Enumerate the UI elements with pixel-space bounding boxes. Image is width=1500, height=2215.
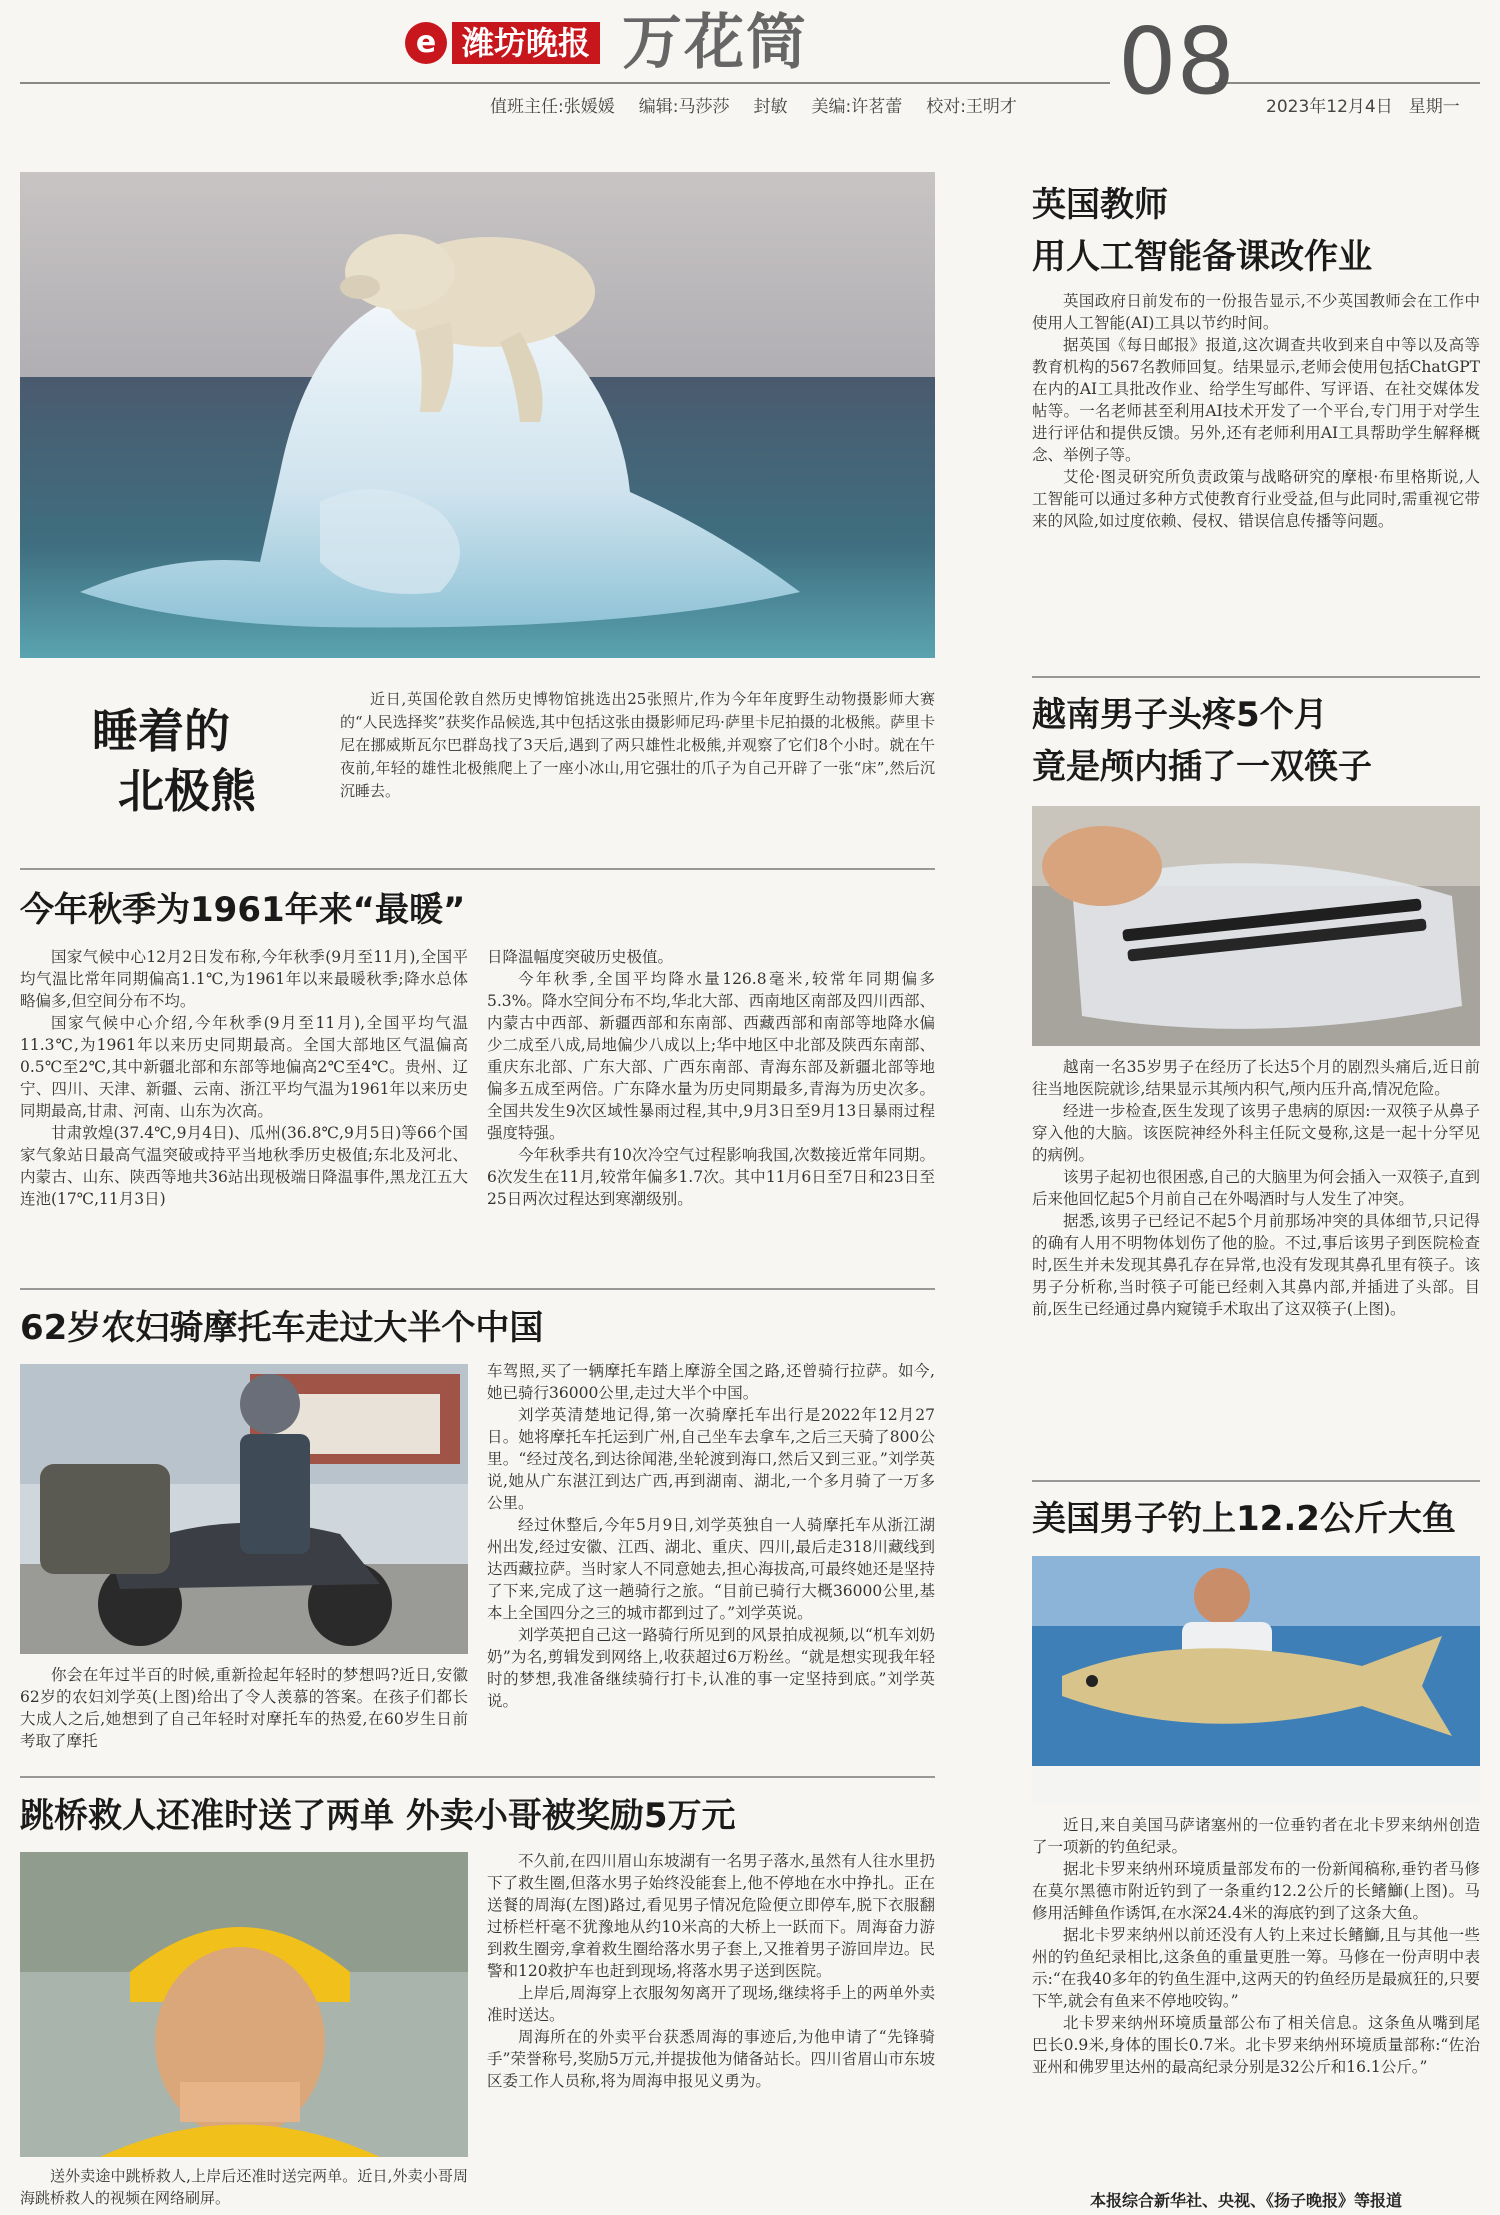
- rescue-caption: [20, 2165, 468, 2209]
- autumn-para: 日降温幅度突破历史极值。: [487, 948, 674, 966]
- header-rule-right: [1215, 82, 1480, 84]
- vietnam-para: 据悉,该男子已经记不起5个月前那场冲突的具体细节,只记得的确有人用不明物体划伤了他的脸。不过,事后该男子到医院检查时,医生并未发现其鼻孔存在异常,也没有发现其鼻孔里有筷子。该男子分析称,当时筷子可能已经刺入其鼻内部,并插进了头部。目前,医生已经通过鼻内窥镜手术取出了这双筷子(上图)。: [1032, 1212, 1480, 1318]
- section-divider: [20, 1776, 935, 1778]
- section-title: 万花筒: [622, 8, 808, 78]
- moto-para: 刘学英把自己这一路骑行所见到的风景拍成视频,以“机车刘奶奶”为名,剪辑发到网络上,收获超过6万粉丝。“就是想实现我年轻时的梦想,我准备继续骑行打卡,认准的事一定坚持到底。”刘学英说。: [487, 1626, 935, 1710]
- vietnam-title-line1: 越南男子头疼5个月: [1032, 695, 1328, 735]
- fish-para: 据北卡罗来纳州环境质量部发布的一份新闻稿称,垂钓者马修在莫尔黑德市附近钓到了一条重约12.2公斤的长鳍鰤(上图)。马修用活鲱鱼作诱饵,在水深24.4米的海底钓到了这条大鱼。: [1032, 1860, 1480, 1922]
- fish-title: 美国男子钓上12.2公斤大鱼: [1032, 1499, 1456, 1539]
- staff-proofreader: 校对:王明才: [926, 97, 1017, 117]
- moto-para: 刘学英清楚地记得,第一次骑摩托车出行是2022年12月27日。她将摩托车托运到广州,自己坐车去拿车,之后三天骑了800公里。“经过茂名,到达徐闻港,坐轮渡到海口,然后又到三亚。”刘学英说,她从广东湛江到达广西,再到湖南、湖北,一个多月骑了一万多公里。: [487, 1406, 935, 1512]
- page-number: 08: [1118, 8, 1236, 115]
- newspaper-logo-icon: e: [405, 22, 447, 64]
- moto-intro-text: 你会在年过半百的时候,重新捡起年轻时的梦想吗?近日,安徽62岁的农妇刘学英(上图)给出了令人羡慕的答案。在孩子们都长大成人之后,她想到了自己年轻时对摩托车的热爱,在60岁生日前考取了摩托: [20, 1666, 468, 1750]
- staff-editor-2: 封敏: [753, 97, 788, 117]
- autumn-para: 国家气候中心12月2日发布称,今年秋季(9月至11月),全国平均气温比常年同期偏高1.1℃,为1961年以来最暖秋季;降水总体略偏多,但空间分布不均。: [20, 948, 468, 1010]
- weekday-text: 星期一: [1408, 97, 1460, 117]
- teacher-para: 英国政府日前发布的一份报告显示,不少英国教师会在工作中使用人工智能(AI)工具以节约时间。: [1032, 292, 1480, 332]
- moto-intro: [20, 1664, 468, 1752]
- autumn-col2: [487, 946, 935, 1210]
- section-divider: [1032, 676, 1480, 678]
- chopsticks-photo: [1032, 806, 1480, 1046]
- rescue-para: 周海所在的外卖平台获悉周海的事迹后,为他申请了“先锋骑手”荣誉称号,奖励5万元,并提拔他为储备站长。四川省眉山市东坡区委工作人员称,将为周海申报见义勇为。: [487, 2028, 935, 2090]
- moto-para: 经过休整后,今年5月9日,刘学英独自一人骑摩托车从浙江湖州出发,经过安徽、江西、湖北、重庆、四川,最后走318川藏线到达西藏拉萨。当时家人不同意她去,担心海拔高,可最终她还是坚持了下来,完成了这一趟骑行之旅。“目前已骑行大概36000公里,基本上全国四分之三的城市都到过了。”刘学英说。: [487, 1516, 935, 1622]
- bear-caption-text: 近日,英国伦敦自然历史博物馆挑选出25张照片,作为今年年度野生动物摄影师大赛的“人民选择奖”获奖作品候选,其中包括这张由摄影师尼玛·萨里卡尼拍摄的北极熊。萨里卡尼在挪威斯瓦尔巴群岛找了3天后,遇到了两只雄性北极熊,并观察了它们8个小时。就在午夜前,年轻的雄性北极熊爬上了一座小冰山,用它强壮的爪子为自己开辟了一张“床”,然后沉沉睡去。: [340, 690, 935, 800]
- vietnam-para: 越南一名35岁男子在经历了长达5个月的剧烈头痛后,近日前往当地医院就诊,结果显示其颅内积气,颅内压升高,情况危险。: [1032, 1058, 1480, 1098]
- teacher-title-line1: 英国教师: [1032, 185, 1168, 225]
- bear-title-line1: 睡着的: [92, 704, 230, 758]
- vietnam-body: [1032, 1056, 1480, 1320]
- autumn-col1: [20, 946, 468, 1210]
- autumn-title: 今年秋季为1961年来“最暖”: [20, 890, 466, 930]
- fish-para: 据北卡罗来纳州以前还没有人钓上来过长鳍鰤,且与其他一些州的钓鱼纪录相比,这条鱼的重量更胜一筹。马修在一份声明中表示:“在我40多年的钓鱼生涯中,这两天的钓鱼经历是最疯狂的,只要下竿,就会有鱼来不停地咬钩。”: [1032, 1926, 1480, 2010]
- fish-para: 近日,来自美国马萨诸塞州的一位垂钓者在北卡罗来纳州创造了一项新的钓鱼纪录。: [1032, 1816, 1480, 1856]
- newspaper-name: 潍坊晚报: [452, 22, 600, 64]
- vietnam-para: 经进一步检查,医生发现了该男子患病的原因:一双筷子从鼻子穿入他的大脑。该医院神经外科主任阮文曼称,这是一起十分罕见的病例。: [1032, 1102, 1480, 1164]
- source-credit: 本报综合新华社、央视、《扬子晚报》等报道: [1090, 2191, 1403, 2210]
- motorcycle-photo: [20, 1364, 468, 1654]
- rescue-para: 上岸后,周海穿上衣服匆匆离开了现场,继续将手上的两单外卖准时送达。: [487, 1984, 935, 2024]
- rescue-title: 跳桥救人还准时送了两单 外卖小哥被奖励5万元: [20, 1796, 736, 1836]
- rescue-col: [487, 1850, 935, 2092]
- teacher-title-line2: 用人工智能备课改作业: [1032, 237, 1372, 277]
- teacher-para: 艾伦·图灵研究所负责政策与战略研究的摩根·布里格斯说,人工智能可以通过多种方式使教育行业受益,但与此同时,需重视它带来的风险,如过度依赖、侵权、错误信息传播等问题。: [1032, 468, 1480, 530]
- teacher-body: [1032, 290, 1480, 532]
- delivery-rider-photo: [20, 1852, 468, 2157]
- fish-body: [1032, 1814, 1480, 2078]
- vietnam-title-line2: 竟是颅内插了一双筷子: [1032, 747, 1372, 787]
- header-rule: [20, 82, 1110, 84]
- section-divider: [20, 1288, 935, 1290]
- rescue-para: 不久前,在四川眉山东坡湖有一名男子落水,虽然有人往水里扔下了救生圈,但落水男子始终没能套上,他不停地在水中挣扎。正在送餐的周海(左图)路过,看见男子情况危险便立即停车,脱下衣服翻过桥栏杆毫不犹豫地从约10米高的大桥上一跃而下。周海奋力游到救生圈旁,拿着救生圈给落水男子套上,又推着男子游回岸边。民警和120救护车也赶到现场,将落水男子送到医院。: [487, 1852, 935, 1980]
- section-divider: [20, 868, 935, 870]
- date-text: 2023年12月4日: [1266, 97, 1393, 117]
- polar-bear-photo: [20, 172, 935, 658]
- staff-art-editor: 美编:许茗蕾: [811, 97, 903, 117]
- staff-duty-editor: 值班主任:张媛媛: [490, 97, 615, 117]
- vietnam-para: 该男子起初也很困惑,自己的大脑里为何会插入一双筷子,直到后来他回忆起5个月前自己在外喝酒时与人发生了冲突。: [1032, 1168, 1480, 1208]
- moto-title: 62岁农妇骑摩托车走过大半个中国: [20, 1308, 544, 1348]
- teacher-para: 据英国《每日邮报》报道,这次调查共收到来自中等以及高等教育机构的567名教师回复。结果显示,老师会使用包括ChatGPT在内的AI工具批改作业、给学生写邮件、写评语、在社交媒体发帖等。一名老师甚至利用AI技术开发了一个平台,专门用于对学生进行评估和提供反馈。另外,还有老师利用AI工具帮助学生解释概念、举例子等。: [1032, 336, 1480, 464]
- issue-date: [1266, 92, 1476, 117]
- staff-editor: 编辑:马莎莎: [638, 97, 730, 117]
- moto-para: 车驾照,买了一辆摩托车踏上摩游全国之路,还曾骑行拉萨。如今,她已骑行36000公里,走过大半个中国。: [487, 1362, 935, 1402]
- fish-para: 北卡罗来纳州环境质量部公布了相关信息。这条鱼从嘴到尾巴长0.9米,身体的围长0.7米。北卡罗来纳州环境质量部称:“佐治亚州和佛罗里达州的最高纪录分别是32公斤和16.1公斤。”: [1032, 2014, 1480, 2076]
- bear-title-line2: 北极熊: [118, 764, 256, 818]
- section-divider: [1032, 1480, 1480, 1482]
- bear-caption: [340, 688, 935, 803]
- fish-photo: [1032, 1556, 1480, 1804]
- moto-col: [487, 1360, 935, 1712]
- rescue-caption-text: 送外卖途中跳桥救人,上岸后还准时送完两单。近日,外卖小哥周海跳桥救人的视频在网络刷屏。: [20, 2167, 468, 2207]
- autumn-para: 今年秋季,全国平均降水量126.8毫米,较常年同期偏多5.3%。降水空间分布不均,华北大部、西南地区南部及四川西部、内蒙古中西部、新疆西部和东南部、西藏西部和南部等地降水偏少二成至八成,局地偏少八成以上;华中地区中北部及陕西东南部、重庆东北部、广东大部、广西东南部、青海东部及新疆北部等地偏多五成至两倍。广东降水量为历史同期最多,青海为历史次多。全国共发生9次区域性暴雨过程,其中,9月3日至9月13日暴雨过程强度特强。: [487, 970, 935, 1142]
- autumn-para: 甘肃敦煌(37.4℃,9月4日)、瓜州(36.8℃,9月5日)等66个国家气象站日最高气温突破或持平当地秋季历史极值;东北及河北、内蒙古、山东、陕西等地共36站出现极端日降温事件,黑龙江五大连池(17℃,11月3日): [20, 1124, 468, 1208]
- staff-credits: [490, 92, 1041, 117]
- autumn-para: 国家气候中心介绍,今年秋季(9月至11月),全国平均气温11.3℃,为1961年以来历史同期最高。全国大部地区气温偏高0.5℃至2℃,其中新疆北部和东部等地偏高2℃至4℃。贵州、辽宁、四川、天津、新疆、云南、浙江平均气温为1961年以来历史同期最高,甘肃、河南、山东为次高。: [20, 1014, 468, 1120]
- autumn-para: 今年秋季共有10次冷空气过程影响我国,次数接近常年同期。6次发生在11月,较常年偏多1.7次。其中11月6日至7日和23日至25日两次过程达到寒潮级别。: [487, 1146, 935, 1208]
